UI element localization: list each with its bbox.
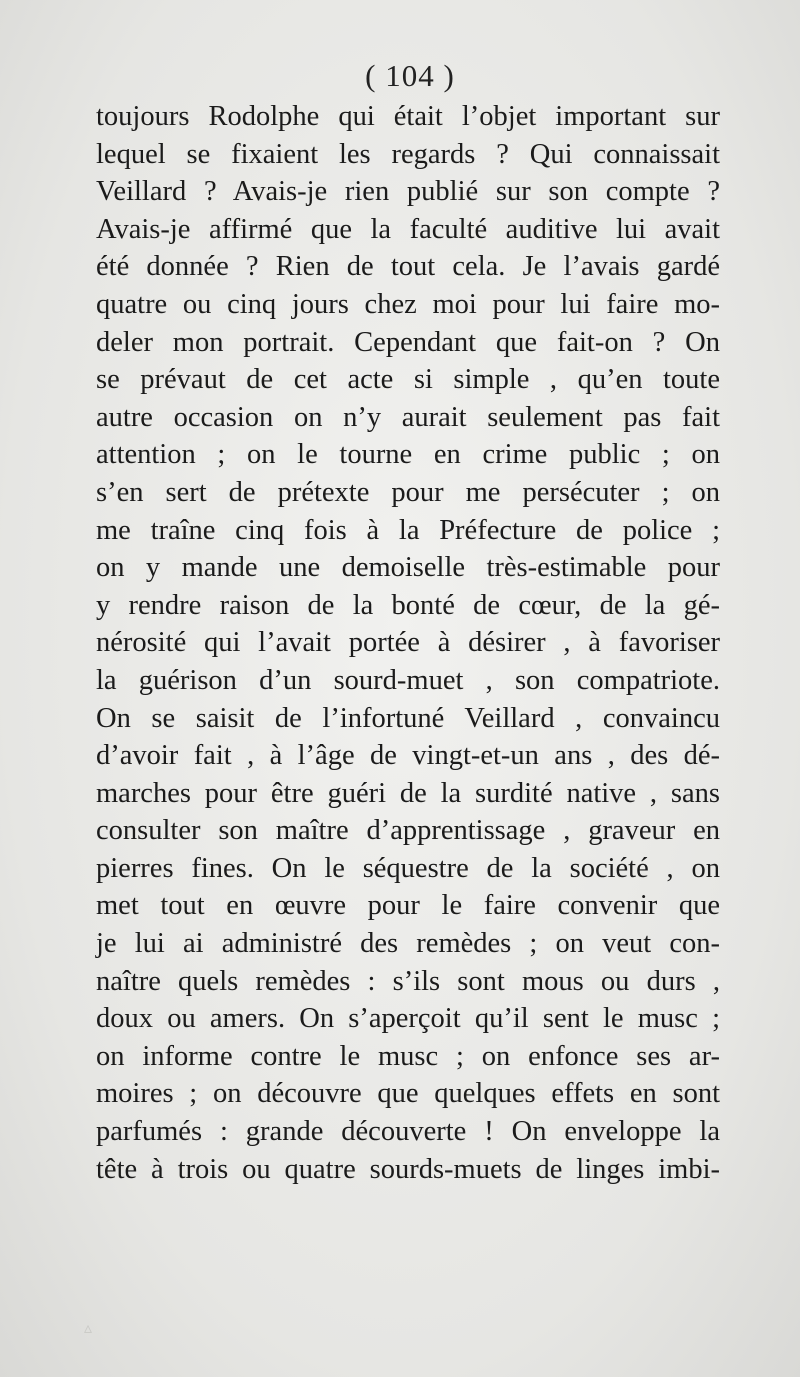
- text-line: attention ; on le tourne en crime public ; on: [96, 439, 720, 471]
- text-line: doux ou amers. On s’aperçoit qu’il sent le musc ;: [96, 1003, 720, 1035]
- text-line: tête à trois ou quatre sourds-muets de linges imbi-: [96, 1153, 720, 1185]
- text-line: été donnée ? Rien de tout cela. Je l’avais gardé: [96, 251, 720, 283]
- paper-mark: ▵: [84, 1318, 93, 1337]
- text-line: quatre ou cinq jours chez moi pour lui faire mo-: [96, 288, 720, 320]
- text-line: je lui ai administré des remèdes ; on veut con-: [96, 928, 720, 960]
- text-line: moires ; on découvre que quelques effets en sont: [96, 1078, 720, 1110]
- text-line: toujours Rodolphe qui était l’objet important sur: [96, 101, 720, 132]
- text-line: autre occasion on n’y aurait seulement pas fait: [96, 401, 720, 433]
- text-line: me traîne cinq fois à la Préfecture de police ;: [96, 514, 720, 546]
- text-line: la guérison d’un sourd-muet , son compatriote.: [96, 664, 720, 696]
- text-line: marches pour être guéri de la surdité native , sans: [96, 777, 720, 809]
- text-line: on informe contre le musc ; on enfonce ses ar-: [96, 1040, 720, 1072]
- page-number: ( 104 ): [365, 58, 455, 93]
- text-line: d’avoir fait , à l’âge de vingt-et-un ans , des dé-: [96, 740, 720, 772]
- text-line: Avais-je affirmé que la faculté auditive lui avait: [96, 213, 720, 245]
- text-line: naître quels remèdes : s’ils sont mous ou durs ,: [96, 965, 720, 997]
- text-line: se prévaut de cet acte si simple , qu’en toute: [96, 364, 720, 396]
- text-line: parfumés : grande découverte ! On enveloppe la: [96, 1116, 720, 1148]
- text-line: on y mande une demoiselle très-estimable pour: [96, 552, 720, 584]
- body-text: [96, 98, 720, 1188]
- text-line: y rendre raison de la bonté de cœur, de la gé-: [96, 589, 720, 621]
- text-line: nérosité qui l’avait portée à désirer , à favoriser: [96, 627, 720, 659]
- text-line: consulter son maître d’apprentissage , graveur en: [96, 815, 720, 847]
- text-line: met tout en œuvre pour le faire convenir que: [96, 890, 720, 922]
- text-line: Veillard ? Avais-je rien publié sur son compte ?: [96, 176, 720, 208]
- text-line: On se saisit de l’infortuné Veillard , convaincu: [96, 702, 720, 734]
- text-line: deler mon portrait. Cependant que fait-on ? On: [96, 326, 720, 358]
- text-line: pierres fines. On le séquestre de la société , on: [96, 852, 720, 884]
- text-line: s’en sert de prétexte pour me persécuter ; on: [96, 476, 720, 508]
- text-line: lequel se fixaient les regards ? Qui connaissait: [96, 138, 720, 170]
